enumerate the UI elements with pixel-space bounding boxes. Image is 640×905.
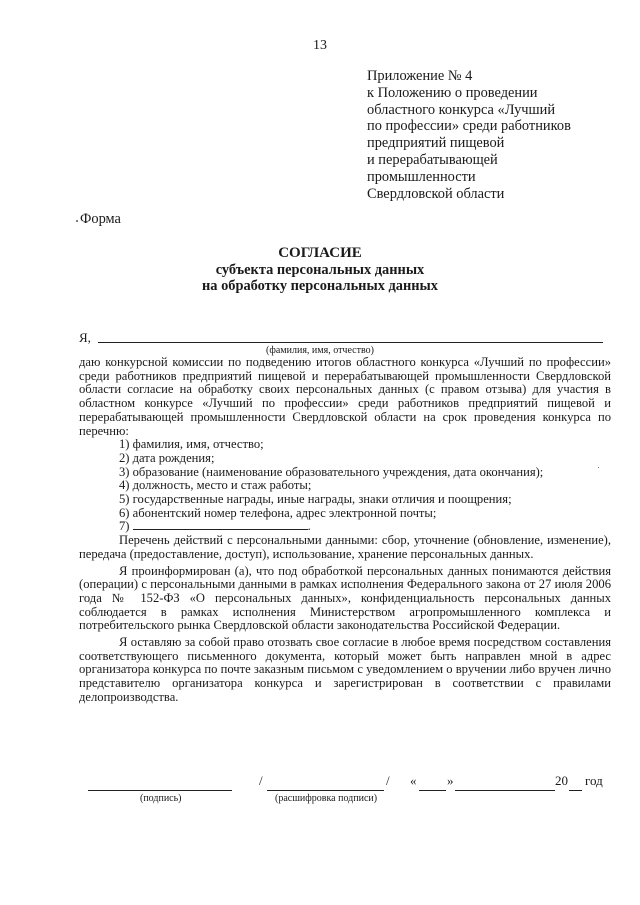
appendix-line: к Положению о проведении [367,84,538,101]
list-item: 3) образование (наименование образовательного учреждения, дата окончания); [119,464,544,479]
appendix-line: Приложение № 4 [367,68,473,84]
slash-close: / [386,773,390,788]
item-7-blank-field[interactable] [133,529,308,530]
form-label: Форма [80,211,121,227]
item-7-period: . [307,519,311,534]
revoke-paragraph: Я оставляю за собой право отозвать свое согласие в любое время посредством составления соответствующего письменного документа, который может быть направлен мной в адрес организатора конкурса по почте заказным письмом с уведомлением о вручении либо вручен лично представителю организатора конкурса и зарегистрирован в соответствии с правилами делопроизводства. [79,635,611,704]
year-suffix: год [585,773,603,788]
actions-paragraph: Перечень действий с персональными данными: сбор, уточнение (обновление, изменение), передача (предоставление, доступ), использование, хранение персональных данных. [79,533,611,561]
slash-open: / [259,773,263,788]
appendix-line: и перерабатывающей [367,151,498,168]
item-7-number: 7) [119,519,130,534]
full-name-caption: (фамилия, имя, отчество) [266,345,374,356]
scan-dot [76,220,78,222]
i-prefix: Я, [79,330,91,345]
quote-close: » [447,773,454,788]
intro-paragraph: даю конкурсной комиссии по подведению итогов областного конкурса «Лучший по профессии» среди работников предприятий пищевой и перерабатывающей промышленности Свердловской области согласие на обработку своих персональных данных (с правом отзыва) для участия в областном конкурсе «Лучший по профессии» среди работников предприятий пищевой и перерабатывающей промышленности Свердловской области на срок проведения конкурса по перечню: [79,355,611,438]
list-item: 5) государственные награды, иные награды, знаки отличия и поощрения; [119,492,512,507]
name-decoding-field[interactable] [267,790,384,791]
year-prefix: 20 [555,773,568,788]
signature-field[interactable] [88,790,232,791]
title-main: СОГЛАСИЕ [278,245,362,261]
title-line-2: субъекта персональных данных [215,261,425,278]
appendix-line: предприятий пищевой [367,135,505,152]
list-item: 2) дата рождения; [119,450,215,465]
list-item: 1) фамилия, имя, отчество; [119,437,264,452]
document-title [0,245,640,295]
appendix-line: по профессии» среди работников [367,118,571,135]
appendix-line: областного конкурса «Лучший [367,101,556,118]
title-line-3: на обработку персональных данных [201,278,438,294]
list-item: 4) должность, место и стаж работы; [119,478,312,493]
consent-body [79,356,611,705]
list-item-7 [79,520,611,534]
full-name-field[interactable] [98,342,603,343]
informed-paragraph: Я проинформирован (а), что под обработкой персональных данных понимаются действия (операции) с персональными данными в рамках исполнения Федерального закона от 27 июля 2006 года № 152-ФЗ «О персональных данных», конфиденциальность персональных данных соблюдается в рамках исполнения Министерством агропромышленного комплекса и потребительского рынка Свердловской области законодательства Российской Федерации. [79,563,611,633]
appendix-line: промышленности [367,168,476,185]
day-field[interactable] [419,790,446,791]
quote-open: « [410,773,417,788]
year-field[interactable] [569,790,582,791]
decoding-caption: (расшифровка подписи) [275,793,378,804]
appendix-line: Свердловской области [367,185,505,202]
page-number: 13 [313,38,327,53]
month-field[interactable] [455,790,555,791]
signature-caption: (подпись) [140,793,182,804]
list-item: 6) абонентский номер телефона, адрес электронной почты; [119,505,437,520]
appendix-heading [367,68,571,202]
